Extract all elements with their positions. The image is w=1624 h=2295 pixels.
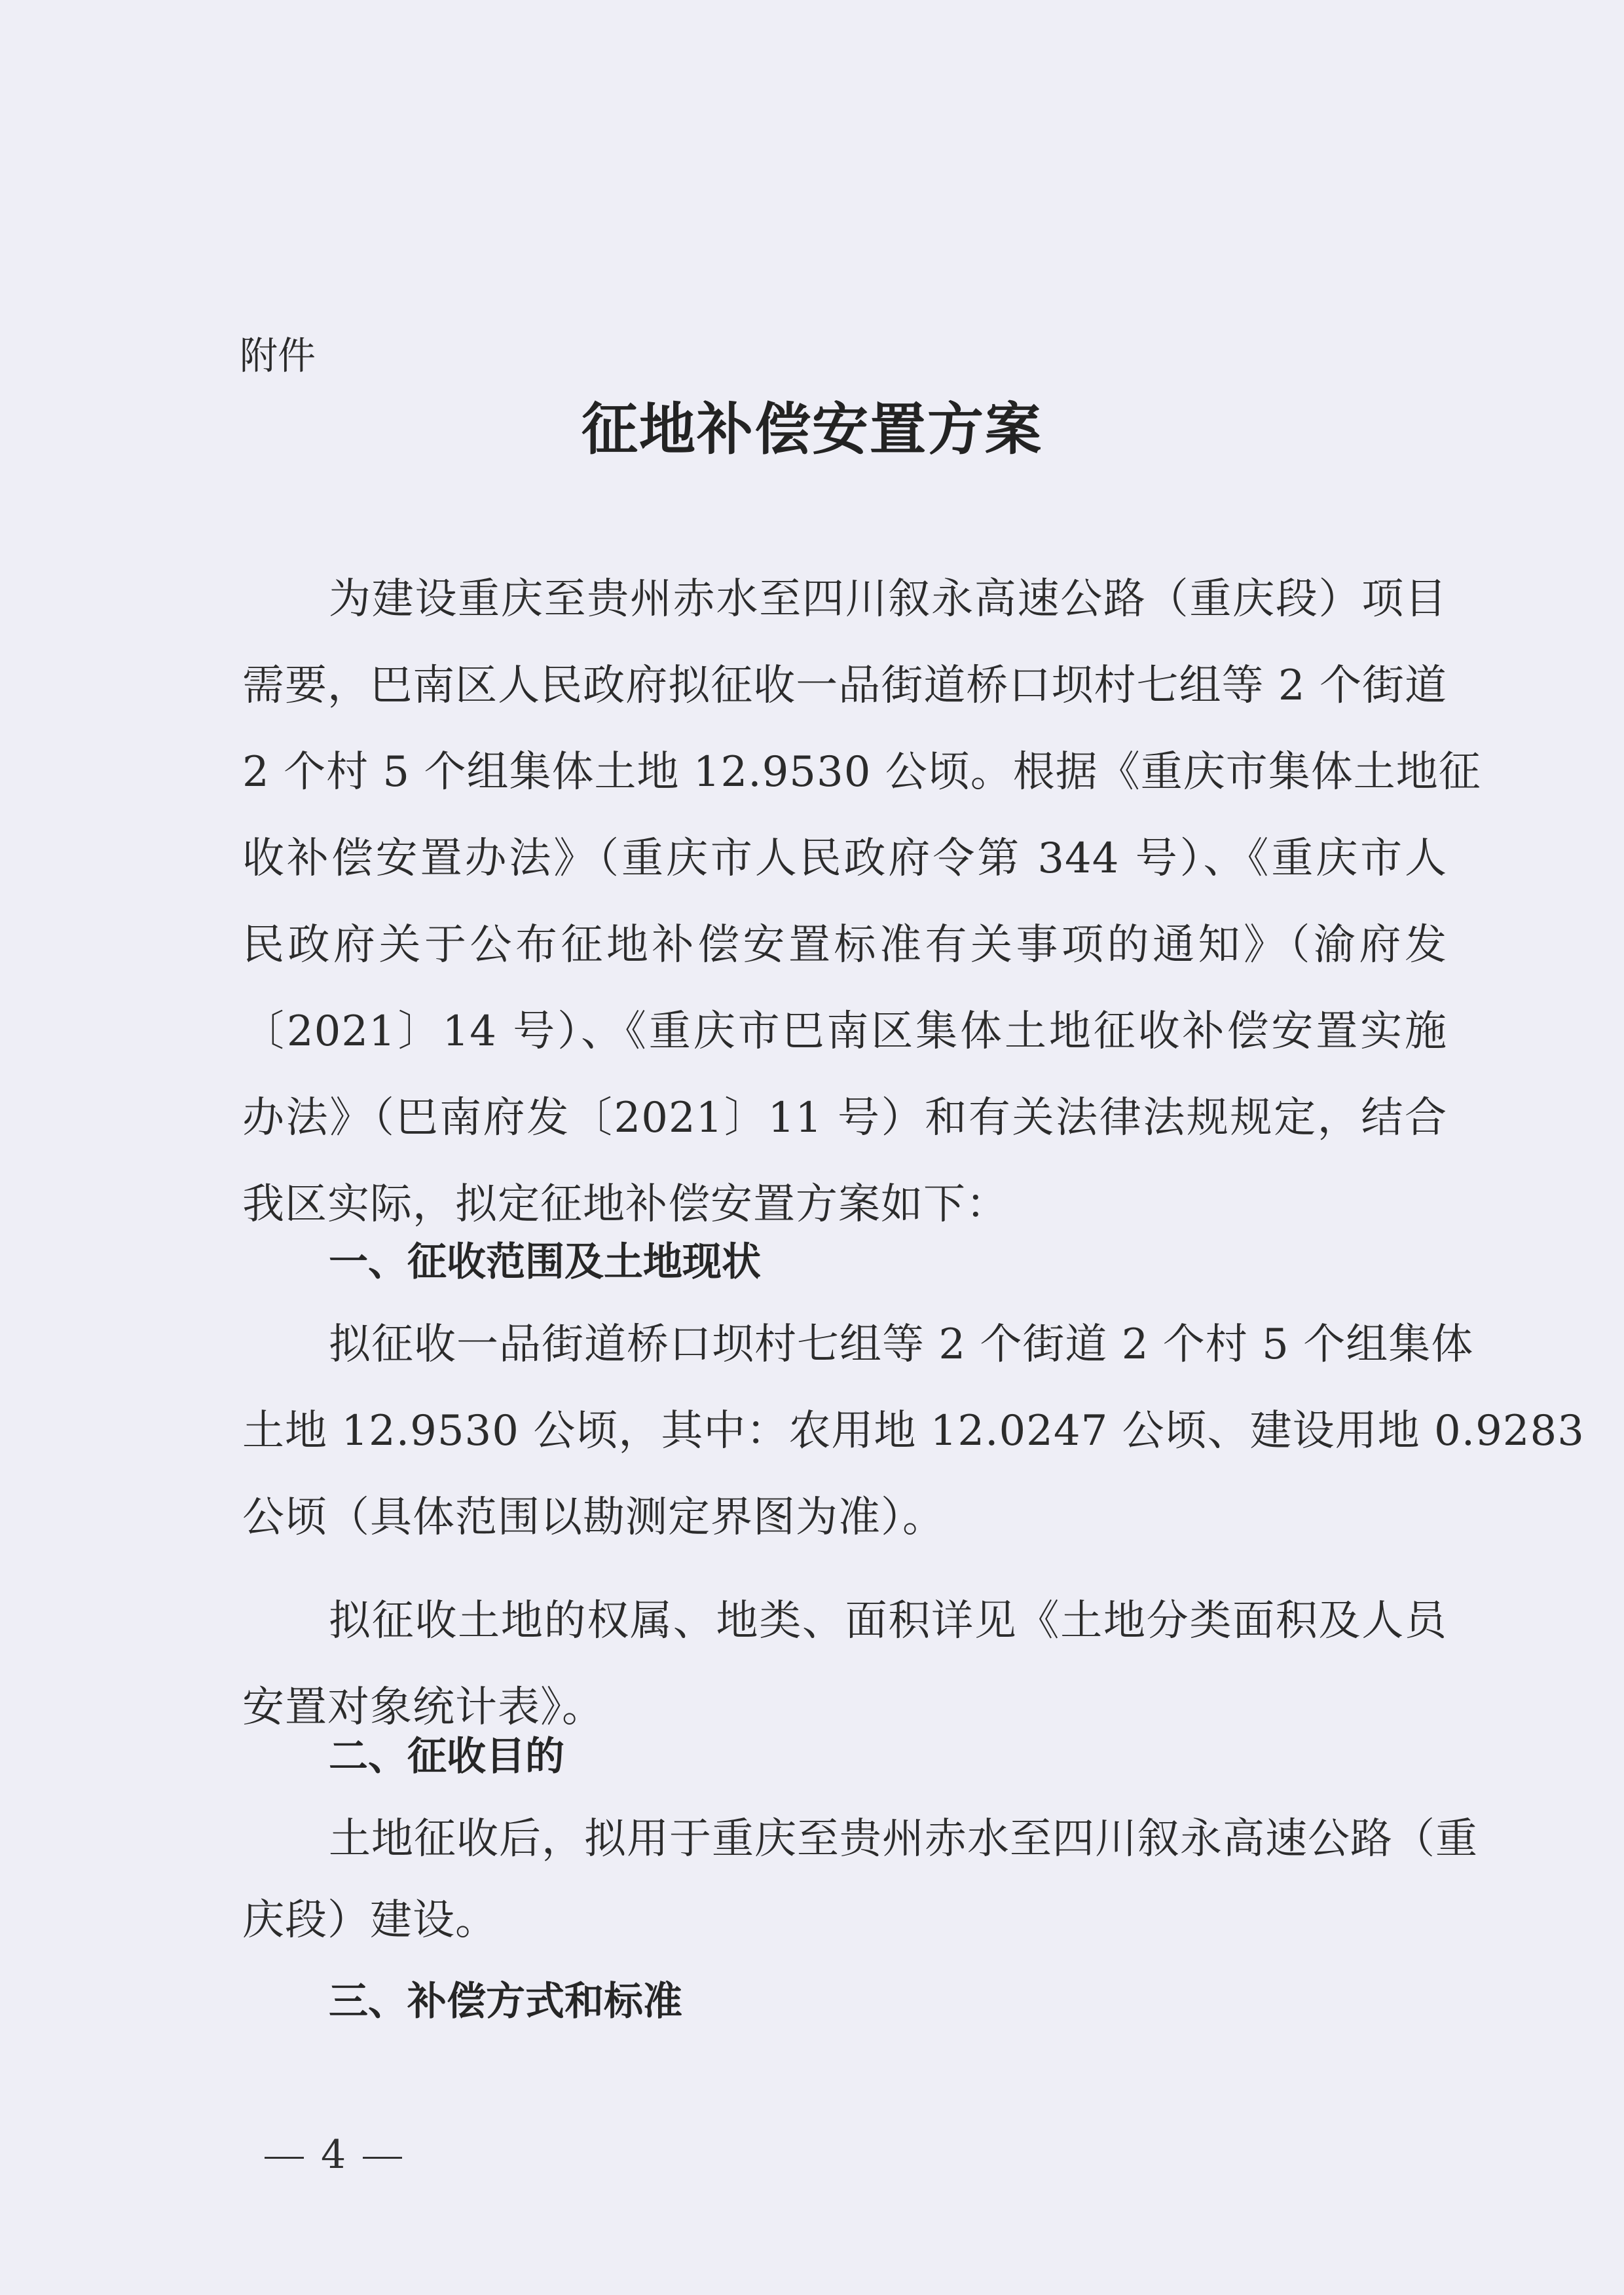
document-title: 征地补偿安置方案 [581,396,1043,462]
attachment-label: 附件 [240,333,316,378]
section-heading-compensation: 三、补偿方式和标准 [329,1979,682,2024]
intro-line: 办法》（巴南府发〔2021〕11 号）和有关法律法规规定，结合 [242,1094,1447,1142]
intro-line: 收补偿安置办法》（重庆市人民政府令第 344 号）、《重庆市人 [242,834,1447,883]
intro-line: 为建设重庆至贵州赤水至四川叙永高速公路（重庆段）项目 [329,575,1447,624]
page-number [248,2127,419,2182]
section1-line: 土地 12.9530 公顷，其中：农用地 12.0247 公顷、建设用地 0.9283 [242,1407,1585,1455]
section1-line: 安置对象统计表》。 [242,1683,604,1732]
section1-line: 公顷（具体范围以勘测定界图为准）。 [242,1493,945,1542]
page-number-dash-left [265,2157,304,2159]
section1-line: 拟征收一品街道桥口坝村七组等 2 个街道 2 个村 5 个组集体 [329,1320,1474,1369]
page-number-value: 4 [321,2132,346,2178]
section2-line: 庆段）建设。 [242,1896,498,1945]
section2-line: 土地征收后，拟用于重庆至贵州赤水至四川叙永高速公路（重 [329,1815,1478,1863]
section-heading-scope: 一、征收范围及土地现状 [329,1239,761,1285]
page-number-dash-right [363,2157,402,2159]
section-heading-purpose: 二、征收目的 [329,1734,564,1780]
intro-line: 2 个村 5 个组集体土地 12.9530 公顷。根据《重庆市集体土地征 [242,748,1481,796]
intro-line: 〔2021〕14 号）、《重庆市巴南区集体土地征收补偿安置实施 [242,1007,1447,1056]
intro-line: 我区实际，拟定征地补偿安置方案如下： [242,1180,1008,1229]
section1-line: 拟征收土地的权属、地类、面积详见《土地分类面积及人员 [329,1597,1447,1645]
intro-line: 需要，巴南区人民政府拟征收一品街道桥口坝村七组等 2 个街道 [242,662,1447,710]
intro-line: 民政府关于公布征地补偿安置标准有关事项的通知》（渝府发 [242,921,1447,969]
